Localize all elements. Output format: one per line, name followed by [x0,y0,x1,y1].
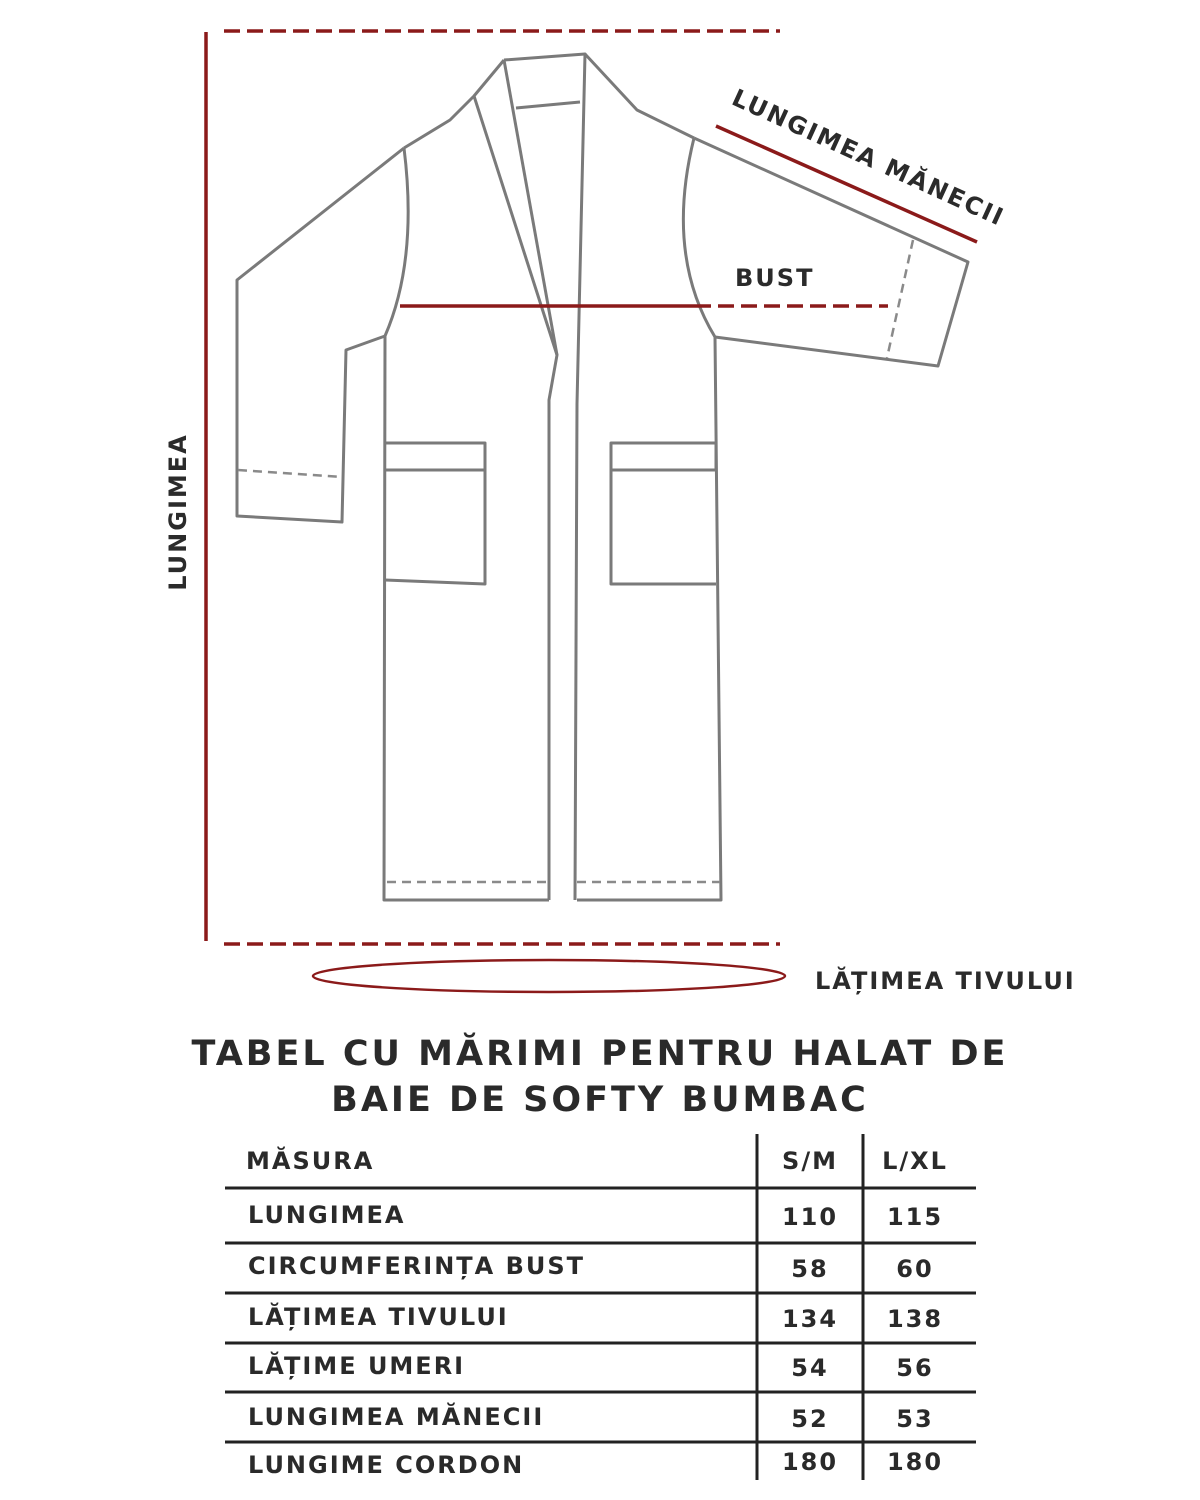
row-value-sm: 180 [781,1448,839,1476]
size-chart-title-line-2: BAIE DE SOFTY BUMBAC [331,1080,869,1120]
row-value-lxl: 56 [896,1354,934,1382]
row-value-lxl: 138 [886,1305,944,1333]
row-value-lxl: 180 [886,1448,944,1476]
row-value-sm: 134 [781,1305,839,1333]
hem-width-label: LĂȚIMEA TIVULUI [815,967,1076,995]
row-label: LUNGIMEA [248,1201,406,1229]
row-label: LĂȚIME UMERI [248,1352,466,1380]
size-chart-title-line-1: TABEL CU MĂRIMI PENTRU HALAT DE [191,1034,1009,1074]
row-value-lxl: 115 [886,1203,944,1231]
header-size-sm: S/M [782,1147,838,1175]
length-label: LUNGIMEA [164,433,192,591]
row-label: LUNGIME CORDON [248,1451,525,1479]
size-table-grid [0,1130,1200,1500]
row-value-sm: 54 [791,1354,829,1382]
hem-width-ellipse [313,960,785,992]
robe-outline [237,54,968,900]
bust-label: BUST [735,264,815,292]
sleeve-length-label: LUNGIMEA MĂNECII [727,83,1009,232]
measure-lines [206,31,977,992]
row-label: LĂȚIMEA TIVULUI [248,1303,509,1331]
header-size-lxl: L/XL [882,1147,948,1175]
row-value-lxl: 60 [896,1255,934,1283]
row-value-sm: 110 [781,1203,839,1231]
row-value-sm: 52 [791,1405,829,1433]
row-label: CIRCUMFERINȚA BUST [248,1252,586,1280]
header-measure: MĂSURA [246,1147,375,1175]
row-value-lxl: 53 [896,1405,934,1433]
row-label: LUNGIMEA MĂNECII [248,1403,545,1431]
row-value-sm: 58 [791,1255,829,1283]
